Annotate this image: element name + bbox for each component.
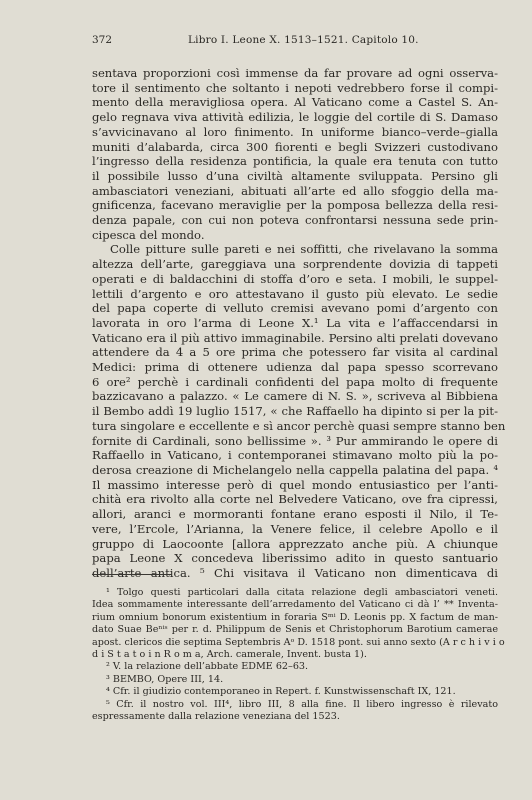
body-line: gruppo di Laocoonte [allora apprezzato anche più. A chiunque <box>92 536 498 551</box>
footnote-line: d i S t a t o i n R o m a, Arch. camerale, Invent. busta 1). <box>92 649 367 661</box>
body-line: 6 ore² perchè i cardinali confidenti del papa molto di frequente <box>92 374 498 389</box>
body-line: Vaticano era il più attivo immaginabile. Persino alti prelati dovevano <box>92 330 498 345</box>
footnote-divider <box>92 574 172 575</box>
footnote-line: ¹ Tolgo questi particolari dalla citata relazione degli ambasciatori veneti. <box>106 587 498 598</box>
body-line: lavorata in oro l’arma di Leone X.¹ La vita e l’affaccendarsi in <box>92 315 498 330</box>
footnote-line: dato Suae Beⁿⁱˢ per r. d. Philippum de Senis et Christophorum Barotium camerae <box>92 624 498 636</box>
body-line: mento della meravigliosa opera. Al Vaticano come a Castel S. An- <box>92 95 498 110</box>
body-line: il possibile lusso d’una civiltà altamente sviluppata. Persino gli <box>92 168 498 183</box>
body-line: attendere da 4 a 5 ore prima che potessero far visita al cardinal <box>92 345 498 360</box>
body-line: chità era rivolto alla corte nel Belvedere Vaticano, ove fra cipressi, <box>92 492 498 507</box>
body-line: gelo regnava viva attività edilizia, le loggie del cortile di S. Damaso <box>92 110 498 125</box>
body-line: ambasciatori veneziani, abituati all’arte ed allo sfoggio della ma- <box>92 183 498 198</box>
body-text <box>92 66 506 581</box>
footnote-line: ² V. la relazione dell’abbate EDME 62–63. <box>106 661 309 673</box>
page-header <box>92 34 502 52</box>
footnote-line: rium omnium bonorum existentium in foraria Sᵐⁱ D. Leonis pp. X factum de man- <box>92 611 498 623</box>
footnote-line: ⁵ Cfr. il nostro vol. III⁴, libro III, 8 alla fine. Il libero ingresso è rilevato <box>106 698 498 710</box>
footnote-line: Idea sommamente interessante dell’arredamento del Vaticano ci dà l’ ** Inventa- <box>92 599 498 611</box>
body-line: Medici: prima di ottenere udienza dal papa spesso scorrevano <box>92 360 498 375</box>
body-line: tore il sentimento che soltanto i nepoti vedrebbero forse il compi- <box>92 80 498 95</box>
body-line: derosa creazione di Michelangelo nella cappella palatina del papa. ⁴ <box>92 462 498 477</box>
body-line: vere, l’Ercole, l’Arianna, la Venere felice, il celebre Apollo e il <box>92 521 498 536</box>
page-number: 372 <box>92 34 113 46</box>
body-line: Raffaello in Vaticano, i contemporanei stimavano molto più la po- <box>92 448 498 463</box>
footnotes <box>92 587 505 723</box>
body-line: bazzicavano a palazzo. « Le camere di N. S. », scriveva al Bibbiena <box>92 389 498 404</box>
footnote-line: espressamente dalla relazione veneziana del 1523. <box>92 711 340 723</box>
body-line: tura singolare e eccellente e sì ancor perchè quasi sempre stanno ben <box>92 418 506 433</box>
body-line: fornite di Cardinali, sono bellissime ». ³ Pur ammirando le opere di <box>92 433 498 448</box>
body-line: l’ingresso della residenza pontificia, la quale era tenuta con tutto <box>92 154 498 169</box>
footnote-line: ⁴ Cfr. il giudizio contemporaneo in Repert. f. Kunstwissenschaft IX, 121. <box>106 686 456 698</box>
body-line: denza papale, con cui non poteva confrontarsi nessuna sede prin- <box>92 213 498 228</box>
body-line: Colle pitture sulle pareti e nei soffitti, che rivelavano la somma <box>110 242 498 257</box>
body-line: sentava proporzioni così immense da far provare ad ogni osserva- <box>92 66 498 80</box>
body-line: il Bembo addì 19 luglio 1517, « che Raffaello ha dipinto si per la pit- <box>92 404 498 419</box>
body-line: lettili d’argento e oro attestavano il gusto più elevato. Le sedie <box>92 286 498 301</box>
body-line: altezza dell’arte, gareggiava una sorprendente dovizia di tappeti <box>92 257 498 272</box>
body-line: gnificenza, facevano meraviglie per la pomposa bellezza della resi- <box>92 198 498 213</box>
body-line: dell’arte antica. ⁵ Chi visitava il Vaticano non dimenticava di <box>92 565 498 580</box>
body-line: muniti d’alabarda, circa 300 fiorenti e begli Svizzeri custodivano <box>92 139 498 154</box>
body-line: cipesca del mondo. <box>92 227 205 242</box>
body-line: papa Leone X concedeva liberissimo adito in questo santuario <box>92 551 498 566</box>
body-line: del papa coperte di velluto cremisi avevano pomi d’argento con <box>92 301 498 316</box>
footnote-line: ³ BEMBO, Opere III, 14. <box>106 673 224 685</box>
body-line: allori, aranci e mormoranti fontane erano esposti il Nilo, il Te- <box>92 507 498 522</box>
running-head: Libro I. Leone X. 1513–1521. Capitolo 10. <box>188 34 419 46</box>
footnote-line: apost. clericos die septima Septembris Aᵒ D. 1518 pont. sui anno sexto (A r c h i v i o <box>92 636 505 648</box>
body-line: Il massimo interesse però di quel mondo entusiastico per l’anti- <box>92 477 498 492</box>
body-line: operati e di baldacchini di stoffa d’oro e seta. I mobili, le suppel- <box>92 271 498 286</box>
body-line: s’avvicinavano al loro finimento. In uniforme bianco–verde–gialla <box>92 124 498 139</box>
